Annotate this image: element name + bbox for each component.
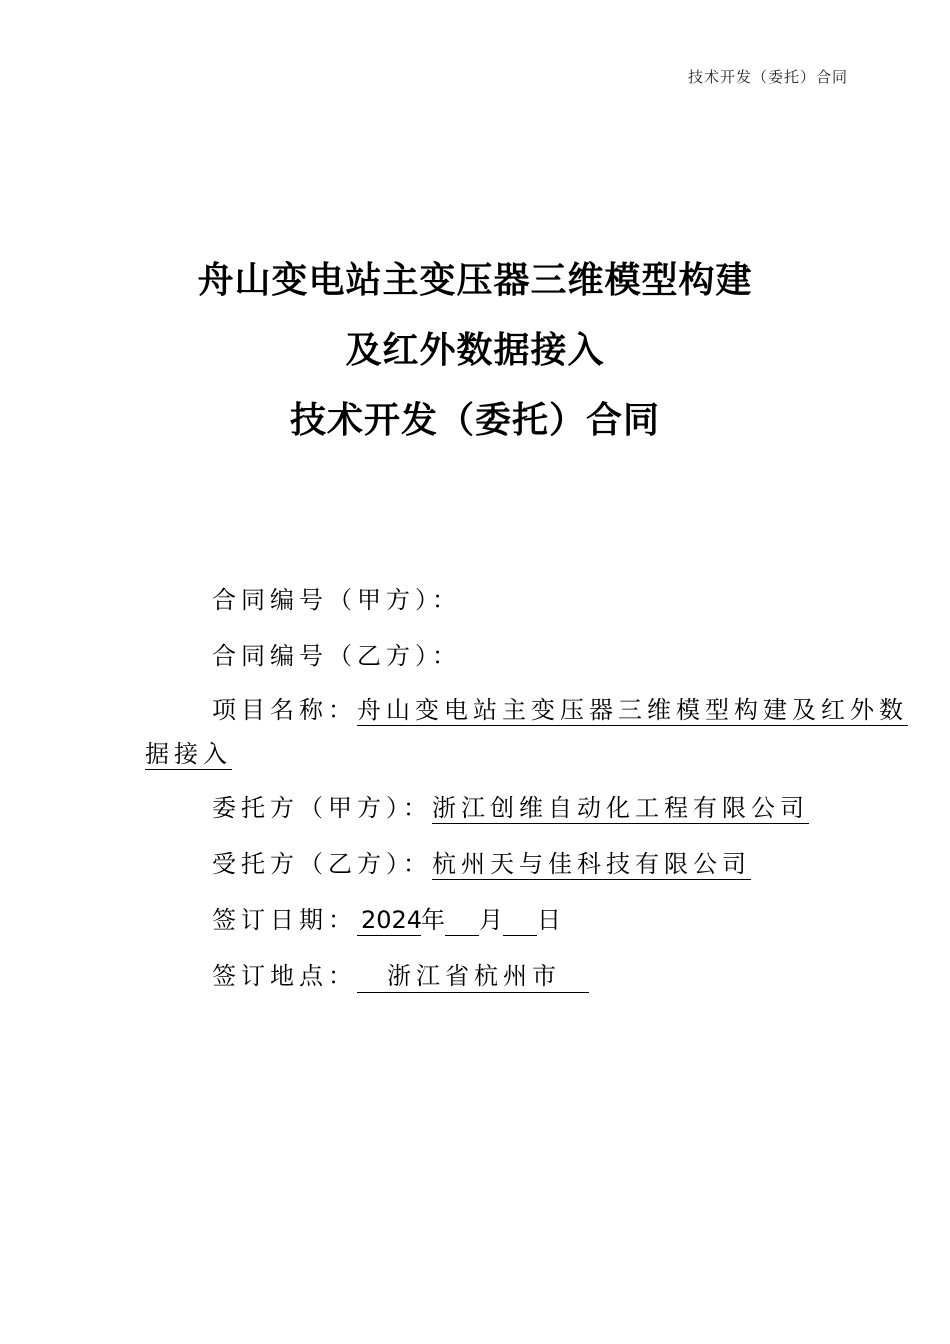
client-row <box>212 788 809 823</box>
sign-place-label: 签订地点： <box>212 962 357 990</box>
running-header: 技术开发（委托）合同 <box>687 68 848 86</box>
project-name-value-line1: 舟山变电站主变压器三维模型构建及红外数 <box>357 696 908 724</box>
sign-date-year: 2024 <box>357 906 421 936</box>
sign-place-row <box>212 956 589 993</box>
sign-date-month-blank <box>445 909 479 936</box>
sign-date-month-unit: 月 <box>479 906 503 934</box>
project-name-label: 项目名称： <box>212 696 357 724</box>
title-line-3: 技术开发（委托）合同 <box>289 399 660 441</box>
contract-no-a-row <box>212 580 461 615</box>
sign-date-label: 签订日期： <box>212 906 357 934</box>
sign-date-day-blank <box>503 909 537 936</box>
contractor-row <box>212 844 751 879</box>
contract-no-b-row <box>212 636 461 671</box>
title-line-1: 舟山变电站主变压器三维模型构建 <box>197 259 753 301</box>
sign-date-year-unit: 年 <box>421 906 445 934</box>
contract-no-a-label: 合同编号（甲方）： <box>212 586 461 614</box>
project-name-value-line2: 据接入 <box>145 740 232 768</box>
contractor-value: 杭州天与佳科技有限公司 <box>432 850 751 878</box>
contractor-label: 受托方（乙方）： <box>212 850 432 878</box>
client-value: 浙江创维自动化工程有限公司 <box>432 794 809 822</box>
client-label: 委托方（甲方）： <box>212 794 432 822</box>
sign-date-day-unit: 日 <box>537 906 561 934</box>
project-name-row-cont <box>145 734 232 769</box>
title-line-2: 及红外数据接入 <box>345 329 605 371</box>
project-name-row <box>212 690 908 725</box>
sign-place-value: 浙江省杭州市 <box>357 956 589 993</box>
sign-date-row <box>212 900 561 936</box>
contract-no-b-label: 合同编号（乙方）： <box>212 642 461 670</box>
